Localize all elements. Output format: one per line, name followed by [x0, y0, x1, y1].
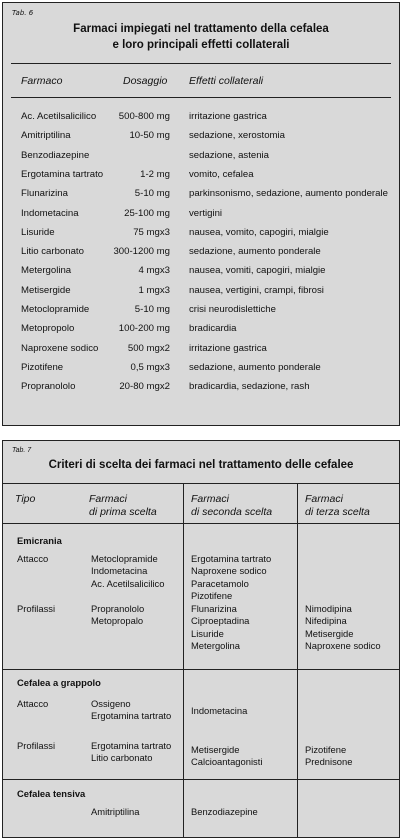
dose-cell: 5-10 mg [134, 188, 170, 200]
drug-cell: Ergotamina tartrato [21, 168, 104, 180]
effects-cell: bradicardia [189, 323, 237, 335]
effects-cell: irritazione gastrica [189, 111, 267, 122]
second-choice-item: Flunarizina [191, 603, 237, 614]
column-divider-1 [183, 483, 184, 837]
third-choice-item: Nifedipina [305, 615, 347, 627]
second-choice-item: Benzodiazepine [191, 806, 258, 817]
effects-cell: nausea, vomito, capogiri, mialgie [189, 226, 329, 238]
table-7-title: Criteri di scelta dei farmaci nel trattamento delle cefalee [48, 459, 354, 471]
first-choice-item: Ac. Acetilsalicilico [91, 577, 165, 589]
first-choice-item: Ergotamina tartrato [91, 740, 172, 751]
effects-cell: vomito, cefalea [189, 168, 254, 180]
header-effects: Effetti collaterali [189, 75, 264, 87]
header-first-line-1: Farmaci [89, 493, 127, 505]
second-choice-item: Pizotifene [191, 590, 233, 602]
drug-cell: Flunarizina [21, 188, 68, 200]
dose-cell: 1-2 mg [140, 168, 170, 180]
dose-cell: 5-10 mg [134, 304, 170, 315]
table-6-label: Tab. 6 [12, 9, 34, 17]
effects-cell: nausea, vertigini, crampi, fibrosi [189, 284, 324, 296]
dose-cell: 10-50 mg [129, 130, 170, 142]
second-choice-item: Ergotamina tartrato [191, 553, 272, 564]
second-choice-item: Calcioantagonisti [191, 756, 263, 768]
first-choice-item: Metopropalo [91, 615, 144, 627]
column-divider-2 [297, 483, 298, 837]
header-dose: Dosaggio [123, 75, 168, 87]
drug-cell: Metoclopramide [21, 304, 90, 315]
drug-cell: Amitriptilina [21, 130, 71, 142]
table-row [3, 169, 399, 188]
effects-cell: irritazione gastrica [189, 342, 267, 354]
dose-cell: 0,5 mgx3 [130, 361, 170, 373]
table-row [3, 208, 399, 227]
table-6-top-rule [11, 63, 391, 64]
table-7-header-rule [3, 523, 399, 524]
table-row [3, 304, 399, 323]
first-choice-item: Litio carbonato [91, 752, 153, 764]
second-choice-item: Indometacina [191, 705, 248, 716]
section-divider-grappolo [3, 779, 399, 780]
effects-cell: nausea, vomiti, capogiri, mialgie [189, 265, 326, 277]
third-choice-item: Nimodipina [305, 603, 352, 614]
table-row [3, 362, 399, 381]
drug-cell: Propranololo [21, 381, 76, 393]
drug-cell: Litio carbonato [21, 246, 84, 258]
effects-cell: sedazione, astenia [189, 149, 270, 161]
header-drug: Farmaco [21, 75, 63, 87]
effects-cell: crisi neurodislettiche [189, 304, 276, 315]
table-row [3, 150, 399, 169]
drug-cell: Lisuride [21, 226, 55, 238]
second-choice-item: Metergolina [191, 640, 240, 652]
table-row [3, 188, 399, 207]
first-choice-item: Metoclopramide [91, 553, 158, 564]
second-choice-item: Metisergide [191, 744, 240, 755]
table-row [3, 130, 399, 149]
table-6-header-rule [11, 97, 391, 98]
section-emicrania: Emicrania [17, 535, 62, 546]
table-row [3, 265, 399, 284]
effects-cell: bradicardia, sedazione, rash [189, 381, 310, 393]
third-choice-item: Prednisone [305, 756, 353, 768]
drug-cell: Benzodiazepine [21, 149, 90, 161]
row-label-attacco: Attacco [17, 698, 49, 709]
third-choice-item: Pizotifene [305, 744, 347, 755]
first-choice-item: Indometacina [91, 565, 148, 577]
effects-cell: vertigini [189, 207, 223, 219]
drug-cell: Ac. Acetilsalicilico [21, 111, 97, 122]
dose-cell: 4 mgx3 [138, 265, 170, 277]
first-choice-item: Ossigeno [91, 698, 131, 709]
section-cefalea-grappolo: Cefalea a grappolo [17, 677, 101, 688]
section-divider-emicrania [3, 669, 399, 670]
dose-cell: 100-200 mg [118, 323, 170, 335]
third-choice-item: Metisergide [305, 627, 354, 639]
second-choice-item: Lisuride [191, 627, 224, 639]
header-second-line-2: di seconda scelta [191, 506, 273, 518]
dose-cell: 1 mgx3 [138, 284, 170, 296]
header-tipo: Tipo [15, 493, 36, 505]
third-choice-item: Naproxene sodico [305, 640, 381, 652]
drug-cell: Naproxene sodico [21, 342, 99, 354]
table-7 [2, 440, 400, 838]
table-6-title-line-1: Farmaci impiegati nel trattamento della cefalea [73, 23, 329, 35]
header-third-line-1: Farmaci [305, 493, 343, 505]
drug-cell: Metisergide [21, 284, 71, 296]
table-row [3, 381, 399, 400]
drug-cell: Metergolina [21, 265, 72, 277]
dose-cell: 300-1200 mg [113, 246, 170, 258]
table-row [3, 285, 399, 304]
table-7-label: Tab. 7 [12, 447, 32, 454]
effects-cell: sedazione, xerostomia [189, 130, 285, 142]
dose-cell: 500 mgx2 [127, 342, 170, 354]
drug-cell: Metopropolo [21, 323, 75, 335]
row-label-attacco: Attacco [17, 553, 49, 564]
table-6-title-line-2: e loro principali effetti collaterali [112, 39, 290, 51]
second-choice-item: Paracetamolo [191, 577, 249, 589]
dose-cell: 75 mgx3 [133, 226, 170, 238]
header-first-line-2: di prima scelta [89, 506, 157, 518]
first-choice-item: Ergotamina tartrato [91, 710, 172, 722]
table-6 [2, 2, 400, 426]
row-label-profilassi: Profilassi [17, 740, 56, 751]
row-label-profilassi: Profilassi [17, 603, 56, 614]
header-third-line-2: di terza scelta [305, 506, 370, 518]
dose-cell: 25-100 mg [124, 207, 170, 219]
first-choice-item: Amitriptilina [91, 806, 140, 817]
dose-cell: 20-80 mgx2 [119, 381, 170, 393]
section-cefalea-tensiva: Cefalea tensiva [17, 788, 86, 799]
table-row [3, 323, 399, 342]
table-row [3, 227, 399, 246]
effects-cell: sedazione, aumento ponderale [189, 361, 321, 373]
table-row [3, 111, 399, 130]
second-choice-item: Naproxene sodico [191, 565, 267, 577]
table-row [3, 246, 399, 265]
header-second-line-1: Farmaci [191, 493, 229, 505]
table-row [3, 343, 399, 362]
table-7-top-rule [3, 483, 399, 484]
drug-cell: Pizotifene [21, 361, 64, 373]
effects-cell: parkinsonismo, sedazione, aumento ponderale [189, 188, 388, 200]
second-choice-item: Ciproeptadina [191, 615, 250, 627]
effects-cell: sedazione, aumento ponderale [189, 246, 321, 258]
drug-cell: Indometacina [21, 207, 79, 219]
first-choice-item: Propranololo [91, 603, 145, 614]
dose-cell: 500-800 mg [118, 111, 170, 122]
